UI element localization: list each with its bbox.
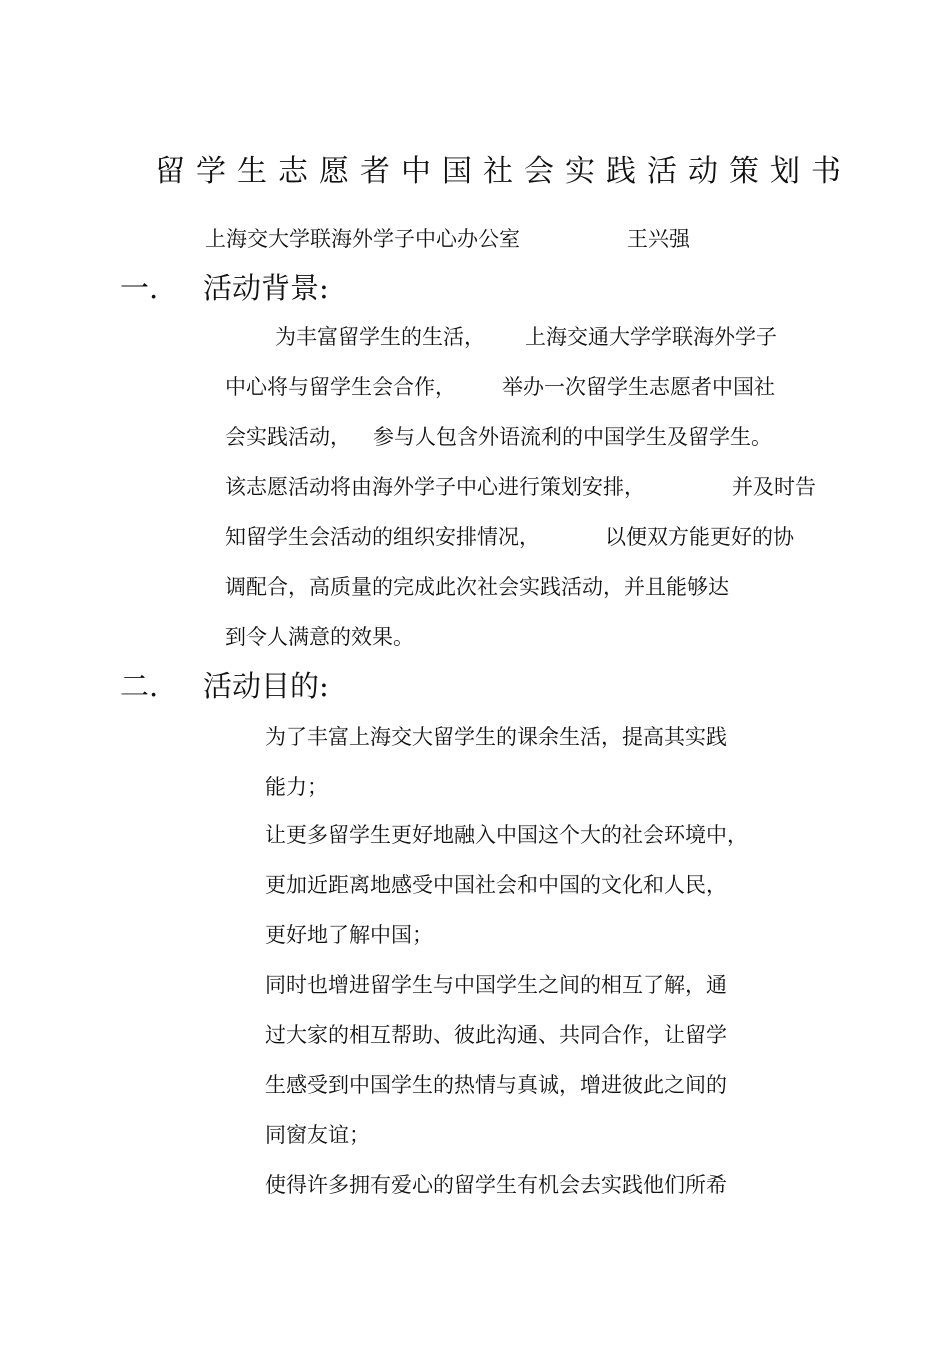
paragraph-line: 举办一次留学生志愿者中国社 xyxy=(502,375,775,399)
section-number: 一. xyxy=(120,271,159,305)
paragraph-line: 过大家的相互帮助、彼此沟通、共同合作，让留学 xyxy=(265,1023,727,1047)
paragraph-line: 调配合，高质量的完成此次社会实践活动，并且能够达 xyxy=(225,575,729,599)
paragraph-line: 并及时告 xyxy=(732,475,816,499)
paragraph-line: 同窗友谊； xyxy=(265,1123,370,1147)
paragraph-line: 能力； xyxy=(265,775,328,799)
paragraph-line: 以便双方能更好的协 xyxy=(605,525,794,549)
paragraph-line: 生感受到中国学生的热情与真诚，增进彼此之间的 xyxy=(265,1073,727,1097)
paragraph-line: 同时也增进留学生与中国学生之间的相互了解，通 xyxy=(265,973,727,997)
section-number: 二. xyxy=(120,669,159,703)
paragraph-line: 到令人满意的效果。 xyxy=(225,625,414,649)
organization-name: 上海交大学联海外学子中心办公室 xyxy=(205,227,520,251)
document-title: 留学生志愿者中国社会实践活动策划书 xyxy=(155,154,852,189)
paragraph-line: 知留学生会活动的组织安排情况， xyxy=(225,525,540,549)
paragraph-line: 让更多留学生更好地融入中国这个大的社会环境中， xyxy=(265,823,748,847)
paragraph-line: 为丰富留学生的生活， xyxy=(275,325,485,349)
paragraph-line: 该志愿活动将由海外学子中心进行策划安排， xyxy=(225,475,645,499)
paragraph-line: 会实践活动， xyxy=(225,425,351,449)
paragraph-line: 参与人包含外语流利的中国学生及留学生。 xyxy=(373,425,772,449)
paragraph-line: 使得许多拥有爱心的留学生有机会去实践他们所希 xyxy=(265,1173,727,1197)
paragraph-line: 更好地了解中国； xyxy=(265,923,433,947)
paragraph-line: 更加近距离地感受中国社会和中国的文化和人民， xyxy=(265,873,727,897)
paragraph-line: 为了丰富上海交大留学生的课余生活，提高其实践 xyxy=(265,725,727,749)
section-heading: 活动目的: xyxy=(203,669,329,703)
paragraph-line: 中心将与留学生会合作， xyxy=(225,375,456,399)
section-heading: 活动背景: xyxy=(203,271,329,305)
author-name: 王兴强 xyxy=(627,227,690,251)
paragraph-line: 上海交通大学学联海外学子 xyxy=(525,325,777,349)
